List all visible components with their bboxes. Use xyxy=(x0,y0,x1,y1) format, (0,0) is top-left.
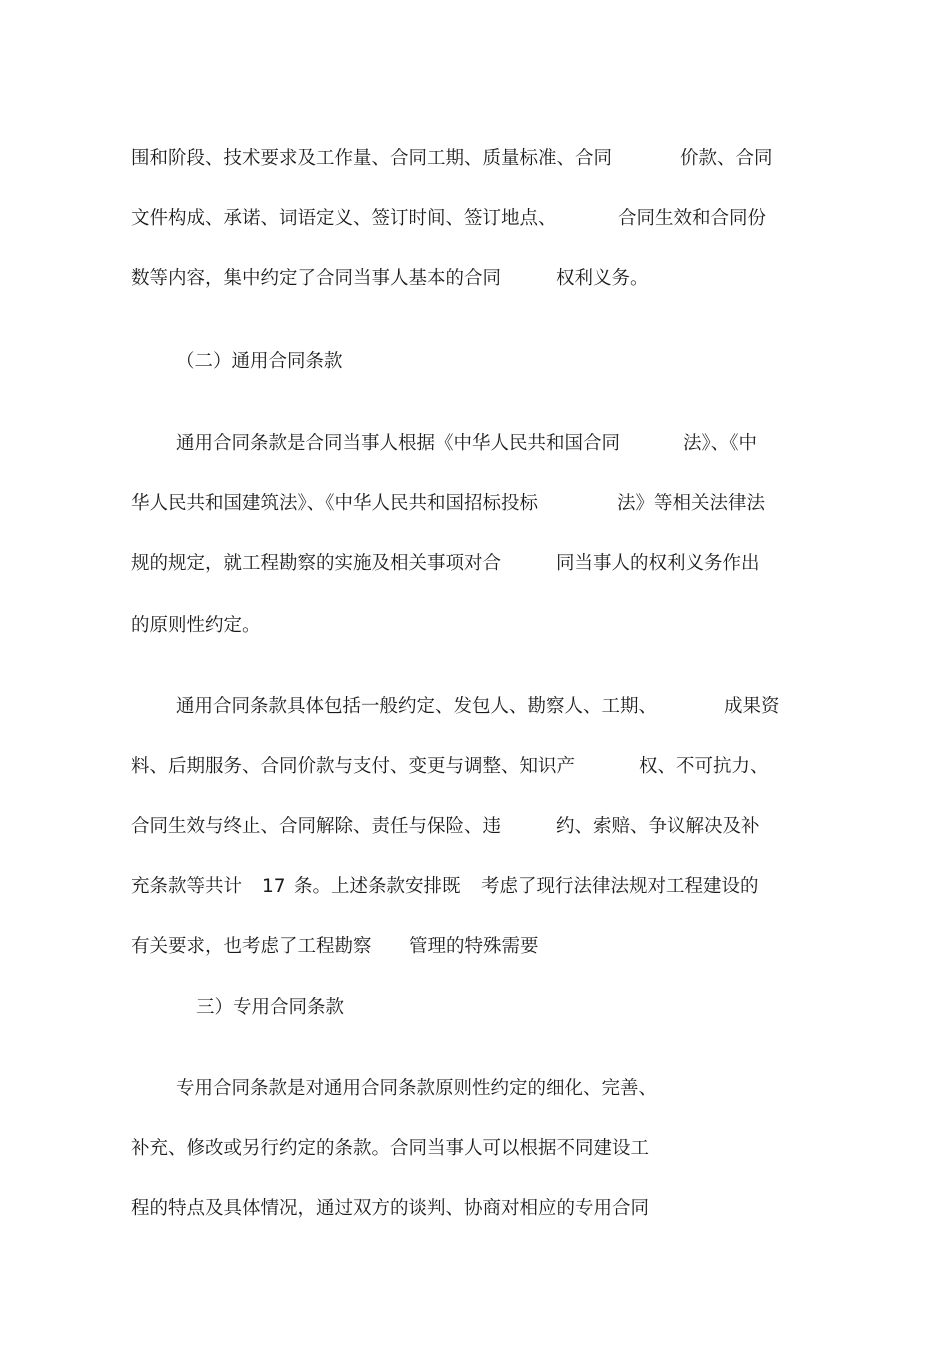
paragraph-2-line-2 xyxy=(0,491,766,517)
paragraph-3-line-2 xyxy=(0,754,769,780)
text-segment: 料、后期服务、合同价款与支付、变更与调整、知识产 xyxy=(131,756,576,777)
paragraph-1-line-3 xyxy=(0,266,649,292)
text-segment: 通用合同条款是合同当事人根据《中华人民共和国合同 xyxy=(176,433,621,454)
paragraph-4-line-2 xyxy=(0,1136,650,1162)
clause-count: 17 xyxy=(262,876,286,897)
text-segment: 补充、修改或另行约定的条款。合同当事人可以根据不同建设工 xyxy=(131,1138,650,1159)
paragraph-2-line-4 xyxy=(0,613,261,639)
paragraph-1-line-2 xyxy=(0,206,767,232)
text-segment: 约、索赔、争议解决及补 xyxy=(556,816,760,837)
paragraph-1-line-1 xyxy=(0,146,773,172)
text-segment: 条。上述条款安排既 xyxy=(294,876,461,897)
text-segment: 法》等相关法律法 xyxy=(617,493,766,514)
paragraph-2-line-1 xyxy=(0,431,758,457)
text-segment: 规的规定，就工程勘察的实施及相关事项对合 xyxy=(131,553,502,574)
text-segment: 成果资 xyxy=(724,696,780,717)
section-heading-special-terms xyxy=(0,995,345,1021)
section-heading-general-terms xyxy=(0,349,343,375)
text-segment: 充条款等共计 xyxy=(131,876,243,897)
text-segment: 法》、《中 xyxy=(683,433,758,454)
text-segment: 程的特点及具体情况，通过双方的谈判、协商对相应的专用合同 xyxy=(131,1198,650,1219)
text-segment: 同当事人的权利义务作出 xyxy=(556,553,760,574)
text-segment: 通用合同条款具体包括一般约定、发包人、勘察人、工期、 xyxy=(176,696,658,717)
text-segment: 华人民共和国建筑法》、《中华人民共和国招标投标 xyxy=(131,493,539,514)
text-segment: 权、不可抗力、 xyxy=(639,756,769,777)
paragraph-4-line-3 xyxy=(0,1196,650,1222)
text-segment: 有关要求，也考虑了工程勘察 xyxy=(131,936,372,957)
text-segment: 考虑了现行法律法规对工程建设的 xyxy=(481,876,759,897)
text-segment: 合同生效和合同份 xyxy=(618,208,767,229)
heading-text: （二）通用合同条款 xyxy=(176,351,343,372)
text-segment: 管理的特殊需要 xyxy=(409,936,539,957)
text-segment: 合同生效与终止、合同解除、责任与保险、违 xyxy=(131,816,502,837)
text-segment: 文件构成、承诺、词语定义、签订时间、签订地点、 xyxy=(131,208,557,229)
paragraph-3-line-4 xyxy=(0,874,759,900)
heading-text: 三）专用合同条款 xyxy=(196,997,345,1018)
paragraph-3-line-1 xyxy=(0,694,780,720)
text-segment: 围和阶段、技术要求及工作量、合同工期、质量标准、合同 xyxy=(131,148,613,169)
paragraph-4-line-1 xyxy=(0,1076,658,1102)
paragraph-3-line-3 xyxy=(0,814,760,840)
paragraph-2-line-3 xyxy=(0,551,760,577)
text-segment: 价款、合同 xyxy=(680,148,773,169)
text-segment: 权利义务。 xyxy=(556,268,649,289)
text-segment: 的原则性约定。 xyxy=(131,615,261,636)
text-segment: 专用合同条款是对通用合同条款原则性约定的细化、完善、 xyxy=(176,1078,658,1099)
text-segment: 数等内容，集中约定了合同当事人基本的合同 xyxy=(131,268,502,289)
paragraph-3-line-5 xyxy=(0,934,539,960)
